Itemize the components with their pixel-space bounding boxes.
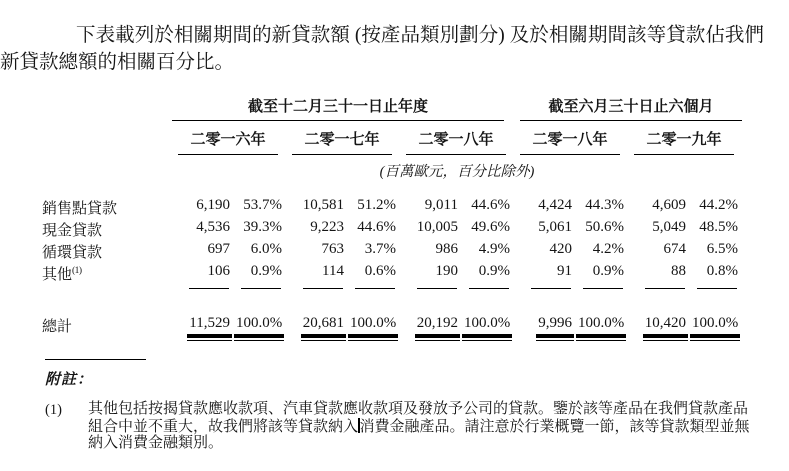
column-rule bbox=[172, 285, 234, 297]
pct-cell: 51.2% bbox=[357, 197, 396, 213]
year-header-2016: 二零一六年 bbox=[178, 128, 278, 155]
total-pct-cell: 100.0% bbox=[576, 315, 628, 342]
column-rule bbox=[514, 285, 576, 297]
pct-cell: 44.6% bbox=[357, 219, 396, 235]
group-header-row bbox=[42, 95, 742, 121]
value-cell: 6,190 bbox=[196, 197, 230, 213]
value-cell: 986 bbox=[435, 241, 458, 257]
table-row bbox=[42, 197, 742, 219]
pct-cell: 0.9% bbox=[592, 263, 624, 279]
value-cell: 674 bbox=[663, 241, 686, 257]
pct-cell: 0.9% bbox=[478, 263, 510, 279]
table-row bbox=[42, 219, 742, 241]
column-rule bbox=[628, 285, 690, 297]
footnote-line: 組合中並不重大，故我們將該等貸款納入 bbox=[88, 418, 359, 435]
year-header-row bbox=[42, 128, 742, 155]
column-rule bbox=[234, 285, 286, 297]
pct-cell: 39.3% bbox=[243, 219, 282, 235]
column-rule bbox=[576, 285, 628, 297]
unit-note: (百萬歐元，百分比除外) bbox=[379, 164, 535, 180]
footnote-ref-superscript: (1) bbox=[72, 266, 82, 276]
value-cell: 4,536 bbox=[196, 219, 230, 235]
total-pct-cell: 100.0% bbox=[462, 315, 514, 342]
subtotal-rule-row bbox=[42, 285, 742, 297]
value-cell: 4,609 bbox=[652, 197, 686, 213]
group-header-annual: 截至十二月三十一日止年度 bbox=[172, 95, 504, 121]
value-cell: 10,005 bbox=[416, 219, 458, 235]
footnote-separator-rule bbox=[45, 359, 146, 360]
value-cell: 9,223 bbox=[310, 219, 344, 235]
total-value-cell: 20,192 bbox=[400, 315, 462, 342]
total-value-cell: 20,681 bbox=[286, 315, 348, 342]
row-label: 銷售點貸款 bbox=[42, 201, 118, 217]
value-cell: 10,581 bbox=[302, 197, 344, 213]
pct-cell: 0.6% bbox=[364, 263, 396, 279]
total-pct-cell: 100.0% bbox=[234, 315, 286, 342]
year-header-2018-interim: 二零一八年 bbox=[520, 128, 620, 155]
value-cell: 106 bbox=[207, 263, 230, 279]
column-rule bbox=[690, 285, 742, 297]
total-label: 總計 bbox=[42, 319, 73, 335]
value-cell: 697 bbox=[207, 241, 230, 257]
intro-paragraph: 下表載列於相關期間的新貸款額 (按產品類別劃分) 及於相關期間該等貸款佔我們新貸款總額的相關百分比。 bbox=[0, 25, 764, 73]
column-rule bbox=[400, 285, 462, 297]
value-cell: 420 bbox=[549, 241, 572, 257]
spacer bbox=[42, 297, 742, 307]
pct-cell: 6.0% bbox=[250, 241, 282, 257]
footnote-number: (1) bbox=[45, 402, 62, 418]
value-cell: 763 bbox=[321, 241, 344, 257]
total-pct-cell: 100.0% bbox=[348, 315, 400, 342]
year-header-2019-interim: 二零一九年 bbox=[634, 128, 734, 155]
table-row bbox=[42, 263, 742, 285]
row-label: 現金貸款 bbox=[42, 223, 103, 239]
pct-cell: 6.5% bbox=[706, 241, 738, 257]
pct-cell: 50.6% bbox=[585, 219, 624, 235]
total-value-cell: 9,996 bbox=[514, 315, 576, 342]
column-rule bbox=[286, 285, 348, 297]
value-cell: 4,424 bbox=[538, 197, 572, 213]
loans-table bbox=[42, 95, 742, 342]
footnote-line: 消費金融產品。請注意於行業概覽一節，該等貸款類型並無 bbox=[359, 418, 750, 435]
group-header-interim: 截至六月三十日止六個月 bbox=[520, 95, 742, 121]
total-row bbox=[42, 315, 742, 342]
value-cell: 88 bbox=[671, 263, 686, 279]
pct-cell: 3.7% bbox=[364, 241, 396, 257]
footnote-line: 納入消費金融類別。 bbox=[88, 434, 224, 451]
pct-cell: 0.8% bbox=[706, 263, 738, 279]
spacer bbox=[42, 181, 742, 197]
unit-note-row bbox=[42, 155, 742, 181]
value-cell: 5,049 bbox=[652, 219, 686, 235]
value-cell: 5,061 bbox=[538, 219, 572, 235]
pct-cell: 44.6% bbox=[471, 197, 510, 213]
value-cell: 91 bbox=[557, 263, 572, 279]
value-cell: 190 bbox=[435, 263, 458, 279]
pct-cell: 44.2% bbox=[699, 197, 738, 213]
pct-cell: 44.3% bbox=[585, 197, 624, 213]
total-value-cell: 10,420 bbox=[628, 315, 690, 342]
pct-cell: 48.5% bbox=[699, 219, 738, 235]
column-rule bbox=[348, 285, 400, 297]
footnotes-label: 附註： bbox=[45, 372, 94, 388]
footnote-line: 其他包括按揭貸款應收款項、汽車貸款應收款項及發放予公司的貸款。鑒於該等產品在我們貸款產品 bbox=[88, 401, 749, 417]
year-header-2018: 二零一八年 bbox=[406, 128, 506, 155]
column-rule bbox=[462, 285, 514, 297]
value-cell: 9,011 bbox=[424, 197, 458, 213]
pct-cell: 4.9% bbox=[478, 241, 510, 257]
value-cell: 114 bbox=[322, 263, 344, 279]
footnote-text bbox=[88, 402, 766, 451]
total-value-cell: 11,529 bbox=[172, 315, 234, 342]
pct-cell: 4.2% bbox=[592, 241, 624, 257]
total-pct-cell: 100.0% bbox=[690, 315, 742, 342]
table-row bbox=[42, 241, 742, 263]
footnote-item bbox=[45, 402, 789, 451]
row-label: 其他$^{(1)}$ bbox=[42, 266, 82, 283]
pct-cell: 49.6% bbox=[471, 219, 510, 235]
row-label: 循環貸款 bbox=[42, 245, 103, 261]
pct-cell: 53.7% bbox=[243, 197, 282, 213]
pct-cell: 0.9% bbox=[250, 263, 282, 279]
year-header-2017: 二零一七年 bbox=[292, 128, 392, 155]
